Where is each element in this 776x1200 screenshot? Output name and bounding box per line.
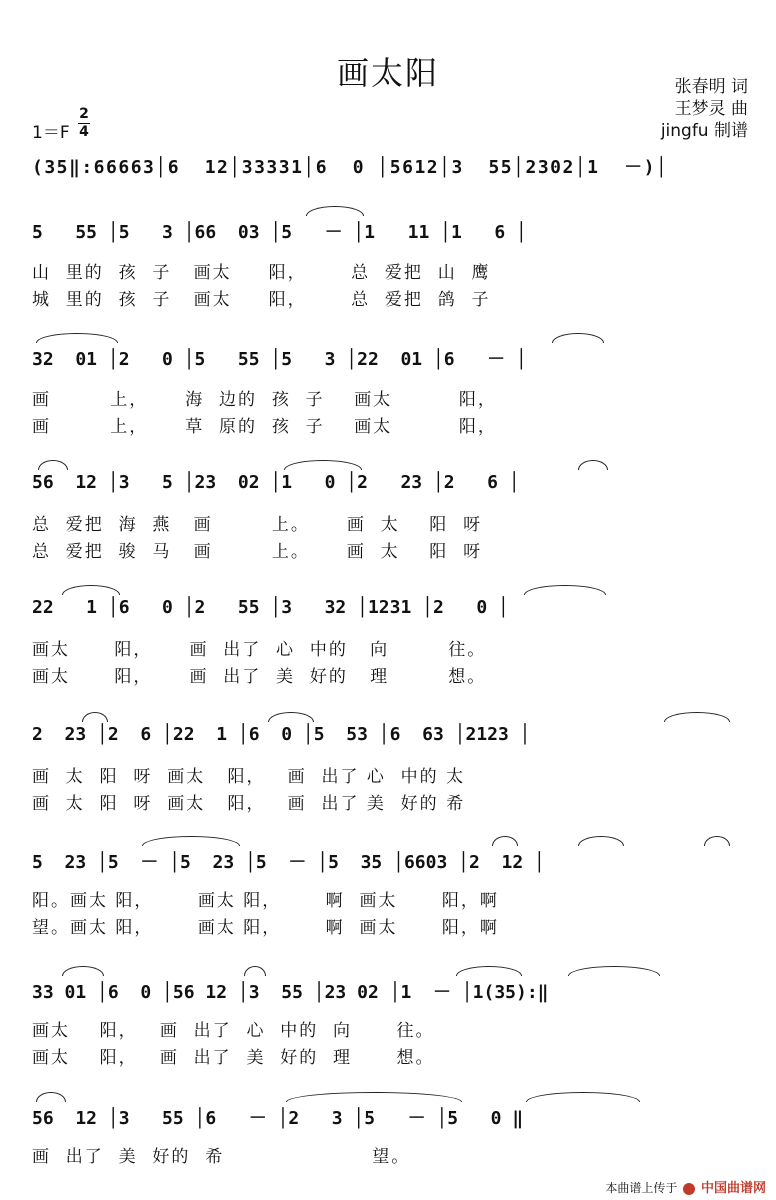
lyric-line-2: 总 爱把 骏 马 画 上。 画 太 阳 呀 [32, 542, 483, 562]
lyric-line-2: 画太 阳， 画 出了 美 好的 理 想。 [32, 1048, 435, 1068]
lyric-line-2: 望。画太 阳， 画太 阳， 啊 画太 阳，啊 [32, 918, 499, 938]
slur [268, 712, 314, 722]
notation-line: 33 01 │6 0 │56 12 │3 55 │23 02 │1 － │1(35):‖ [32, 982, 549, 1003]
slur [578, 836, 624, 846]
slur [306, 206, 364, 216]
slur [244, 966, 266, 976]
time-signature-bottom: 4 [79, 124, 89, 140]
slur [82, 712, 108, 722]
slur [62, 585, 120, 595]
slur [284, 460, 362, 470]
slur [36, 1092, 66, 1102]
slur [578, 460, 608, 470]
lyric-line-1: 总 爱把 海 燕 画 上。 画 太 阳 呀 [32, 515, 483, 535]
song-title: 画太阳 [336, 54, 439, 92]
lyric-line-1: 画太 阳， 画 出了 心 中的 向 往。 [32, 640, 487, 660]
engraver-credit: jingfu 制谱 [660, 121, 748, 141]
slur [664, 712, 730, 722]
lyric-line-1: 画 太 阳 呀 画太 阳， 画 出了 心 中的 太 [32, 767, 466, 787]
composer-credit: 王梦灵 曲 [674, 99, 748, 119]
slur [524, 585, 606, 595]
lyric-line-1: 画 出了 美 好的 希 望。 [32, 1147, 411, 1167]
slur [492, 836, 518, 846]
notation-line: 32 01 │2 0 │5 55 │5 3 │22 01 │6 － │ [32, 349, 527, 370]
slur [142, 836, 240, 846]
time-signature [78, 107, 90, 140]
lyric-line-1: 画 上， 海 边的 孩 子 画太 阳， [32, 390, 497, 410]
notation-line: 22 1 │6 0 │2 55 │3 32 │1231 │2 0 │ [32, 597, 509, 618]
footer-brand[interactable]: 中国曲谱网 [700, 1181, 766, 1196]
notation-line: (35‖:66663│6 12│33331│6 0 │5612│3 55│2302│1 －)│ [32, 157, 669, 178]
notation-line: 5 55 │5 3 │66 03 │5 － │1 11 │1 6 │ [32, 222, 527, 243]
slur [552, 333, 604, 343]
lyricist-credit: 张春明 词 [674, 77, 748, 97]
slur [62, 966, 104, 976]
site-logo-icon [683, 1183, 695, 1195]
slur [36, 333, 118, 343]
notation-line: 5 23 │5 － │5 23 │5 － │5 35 │6603 │2 12 │ [32, 852, 545, 873]
footer-text: 本曲谱上传于 [605, 1181, 678, 1195]
key-signature: 1＝F [32, 123, 70, 143]
slur [286, 1092, 462, 1102]
notation-line: 56 12 │3 55 │6 － │2 3 │5 － │5 0 ‖ [32, 1108, 524, 1129]
footer [605, 1177, 766, 1196]
lyric-line-2: 画 太 阳 呀 画太 阳， 画 出了 美 好的 希 [32, 794, 466, 814]
notation-line: 56 12 │3 5 │23 02 │1 0 │2 23 │2 6 │ [32, 472, 520, 493]
lyric-line-1: 画太 阳， 画 出了 心 中的 向 往。 [32, 1021, 435, 1041]
lyric-line-2: 画太 阳， 画 出了 美 好的 理 想。 [32, 667, 487, 687]
lyric-line-2: 城 里的 孩 子 画太 阳， 总 爱把 鸽 子 [32, 290, 491, 310]
slur [526, 1092, 640, 1102]
time-signature-top: 2 [79, 106, 89, 122]
slur [704, 836, 730, 846]
slur [456, 966, 522, 976]
lyric-line-1: 阳。画太 阳， 画太 阳， 啊 画太 阳，啊 [32, 891, 499, 911]
lyric-line-2: 画 上， 草 原的 孩 子 画太 阳， [32, 417, 497, 437]
slur [568, 966, 660, 976]
notation-line: 2 23 │2 6 │22 1 │6 0 │5 53 │6 63 │2123 │ [32, 724, 531, 745]
slur [38, 460, 68, 470]
lyric-line-1: 山 里的 孩 子 画太 阳， 总 爱把 山 鹰 [32, 263, 491, 283]
